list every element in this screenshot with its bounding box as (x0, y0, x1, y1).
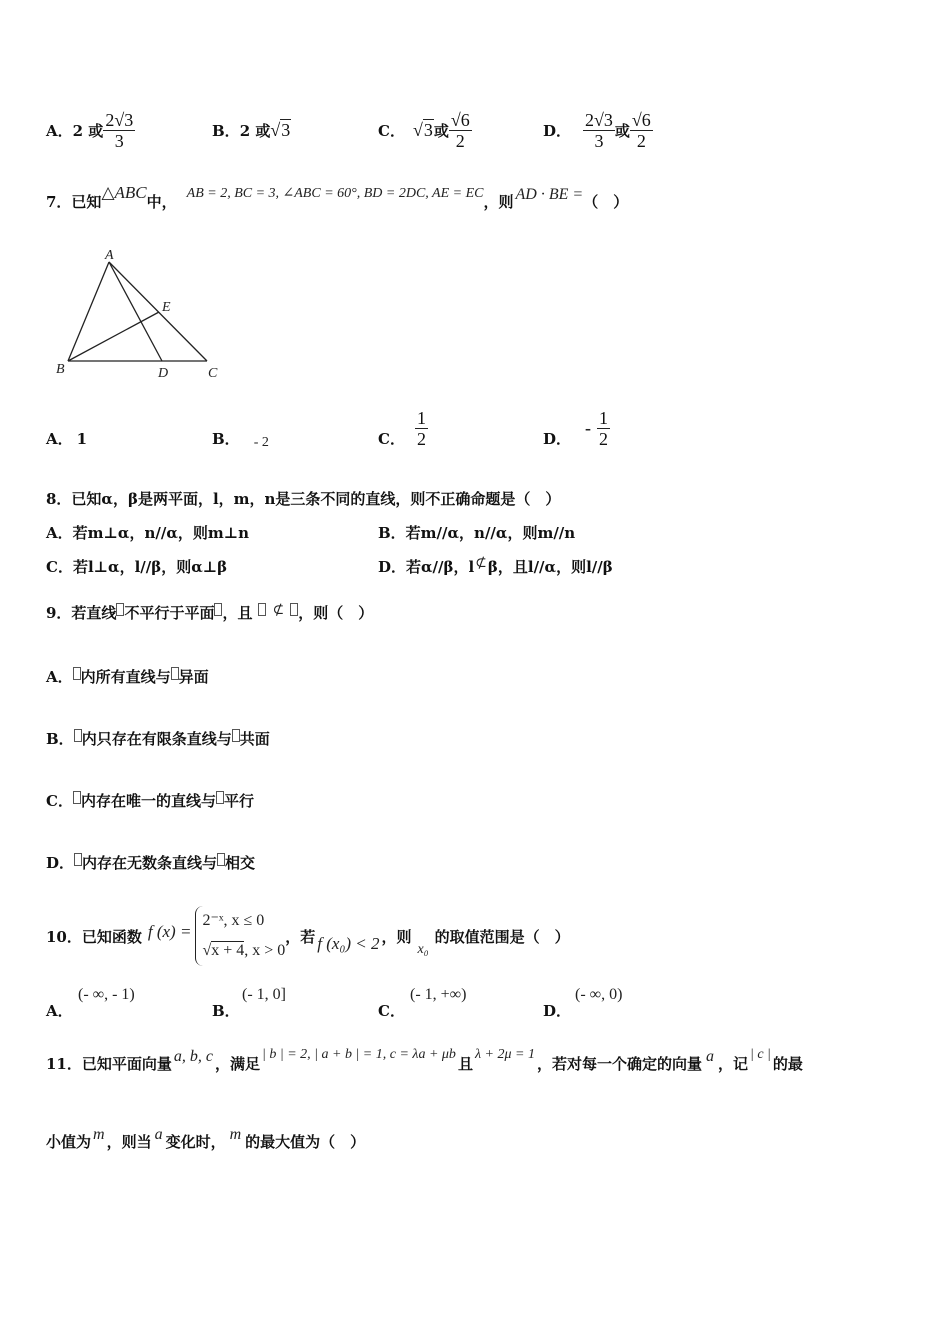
placeholder-glyph (73, 791, 81, 804)
q6-option-b (212, 104, 291, 156)
q8-option-d: D．若α//β，l⊄β，且l//α，则l//β (378, 556, 613, 576)
q6-b-label: B． (212, 121, 240, 140)
q11-line-1: 11．已知平面向量 a, b, c ，满足 | b | = 2, | a + b | = 1, c = λa + μb 且 λ + 2μ = 1 ，若对每一个确定的向量 a ，记 | c | 的最 (46, 1047, 803, 1073)
edge-ac (109, 262, 207, 361)
placeholder-glyph (74, 729, 82, 742)
placeholder-glyph (171, 667, 179, 680)
q6-d-fraction-1: $\frac{2√3}{3}$ (585, 109, 613, 151)
segment-ad (109, 262, 162, 361)
q8-option-a: A．若m⊥α，n//α，则m⊥n (46, 524, 250, 542)
q6-option-a (46, 104, 135, 156)
placeholder-glyph (290, 603, 298, 616)
placeholder-glyph (258, 603, 266, 616)
point-e-label: E (162, 300, 171, 315)
q6-b-pre: 2 或 (239, 121, 271, 140)
q10-piecewise (195, 906, 285, 966)
q7-triangle: △ABC (101, 183, 147, 202)
q7-condition: AB = 2, BC = 3, ∠ABC = 60°, BD = 2DC, AE = EC (186, 185, 484, 201)
q9-option-c: C． 内存在唯一的直线与 平行 (46, 792, 254, 810)
q10-variable: x₀ (417, 942, 429, 957)
q6-option-d (543, 104, 653, 156)
q10-case-1: 2⁻ˣ, x ≤ 0 (202, 912, 265, 929)
q6-a-pre: 2 或 (72, 121, 104, 140)
q11-condition-1: | b | = 2, | a + b | = 1, c = λa + μb (262, 1047, 456, 1062)
q6-d-fraction-2: $\frac{√6}{2}$ (631, 109, 651, 151)
point-b-label: B (56, 362, 65, 377)
segment-be (68, 312, 159, 361)
placeholder-glyph (73, 667, 81, 680)
q6-c-fraction: $\frac{√6}{2}$ (450, 109, 470, 151)
placeholder-glyph (74, 853, 82, 866)
placeholder-glyph (232, 729, 240, 742)
q7-d-fraction: $\frac{1}{2}$ (599, 407, 609, 449)
q8-option-b: B．若m//α，n//α，则m//n (378, 524, 576, 542)
q7-triangle-figure (50, 245, 230, 385)
q9-option-a: A． 内所有直线与 异面 (46, 668, 209, 686)
q10-stem: 10．已知函数 f (x) = 2⁻ˣ, x ≤ 0 √x + 4, x > 0 ，若 f (x₀) < 2 ，则 x₀ 的取值范围是（ ） (46, 902, 570, 970)
point-c-label: C (208, 366, 218, 381)
q9-option-b: B． 内只存在有限条直线与 共面 (46, 730, 270, 748)
q7-stem: 7．已知 △ABC 中， AB = 2, BC = 3, ∠ABC = 60°, BD = 2DC, AE = EC ，则 AD · BE = （ ） (46, 183, 629, 211)
q6-a-fraction: $\frac{2√3}{3}$ (105, 109, 134, 151)
point-a-label: A (105, 248, 114, 263)
q6-a-label: A． (46, 121, 73, 140)
q7-option-c: C． $\frac{1}{2}$ (378, 407, 426, 449)
q7-option-a: A． 1 (46, 429, 88, 448)
edge-ab (68, 262, 109, 361)
q8-option-c: C．若l⊥α，l//β，则α⊥β (46, 558, 228, 576)
placeholder-glyph (217, 853, 225, 866)
q8-stem: 8．已知α，β是两平面，l，m，n是三条不同的直线，则不正确命题是（ ） (46, 490, 561, 508)
point-d-label: D (158, 366, 169, 381)
q6-c-label: C． (378, 121, 405, 140)
q7-c-fraction: $\frac{1}{2}$ (416, 407, 426, 449)
q10-case-2: √x + 4, x > 0 (202, 942, 286, 959)
q7-option-d: D． - $\frac{1}{2}$ (543, 407, 609, 449)
q7-option-b: B． - 2 (212, 430, 269, 450)
q10-inequality: f (x₀) < 2 (317, 934, 380, 953)
q6-c-mid: 或 (433, 121, 449, 140)
q9-option-d: D． 内存在无数条直线与 相交 (46, 854, 256, 872)
q6-b-sqrt: √3 (270, 119, 291, 140)
q6-d-label: D． (543, 121, 572, 140)
q6-option-c (378, 104, 472, 156)
q11-condition-2: λ + 2μ = 1 (474, 1047, 535, 1062)
q9-stem: 9．若直线 不平行于平面 ，且 ⊄ ，则（ ） (46, 603, 374, 622)
q6-c-sqrt: √3 (412, 119, 433, 140)
q10-fx: f (x) = (147, 922, 192, 941)
q11-line-2: 小值为 m ，则当 a 变化时， m 的最大值为（ ） (46, 1126, 366, 1151)
q6-d-mid: 或 (614, 121, 630, 140)
placeholder-glyph (216, 791, 224, 804)
q7-expression: AD · BE = (515, 186, 584, 203)
